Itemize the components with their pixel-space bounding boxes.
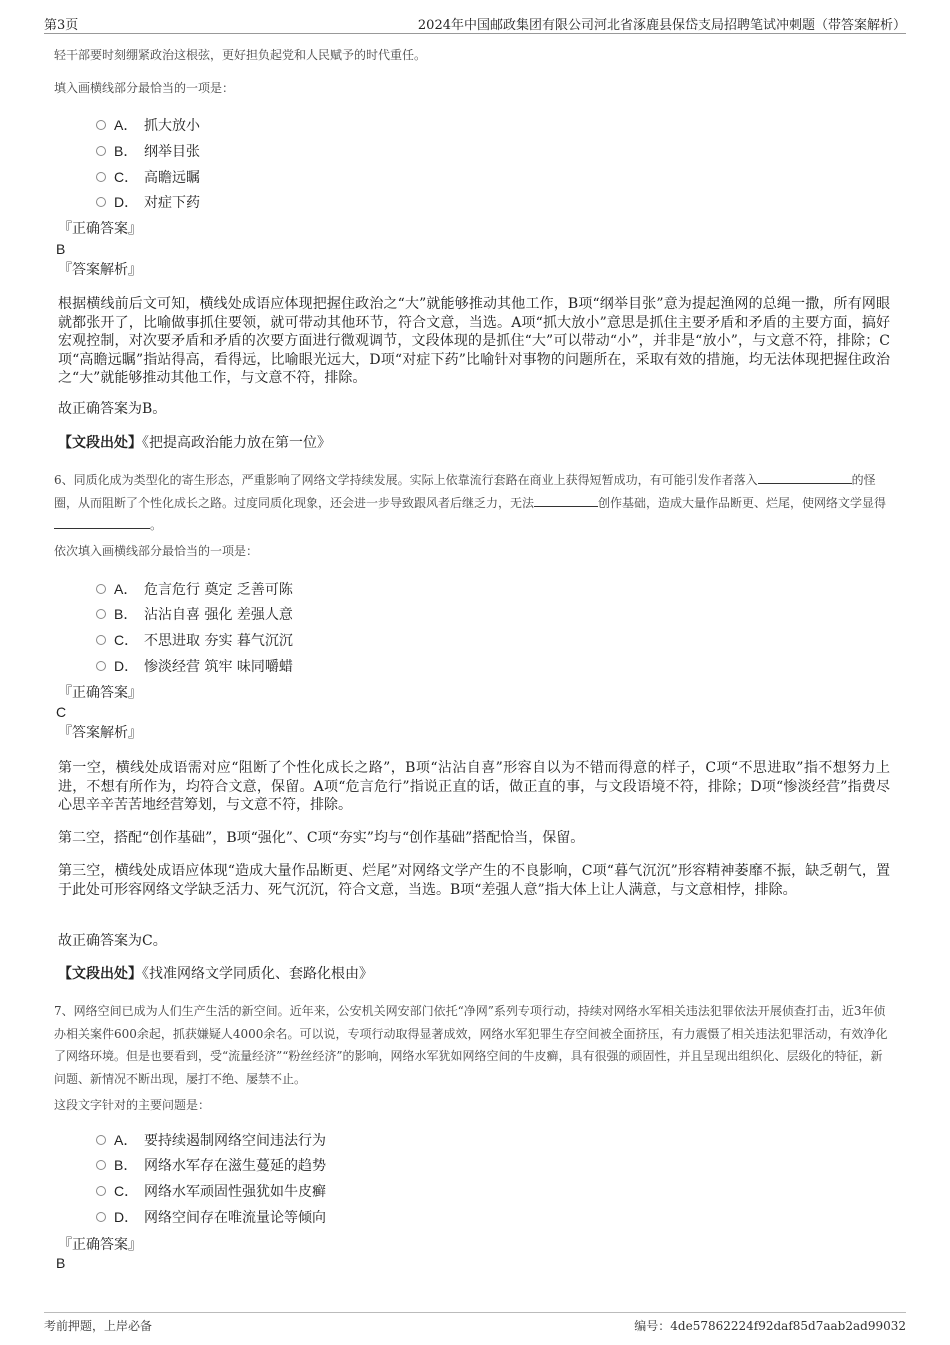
q6-answer: C — [56, 704, 67, 720]
q6-analysis-2: 第二空，搭配“创作基础”，B项“强化”、C项“夯实”均与“创作基础”搭配恰当，保留。 — [58, 830, 585, 846]
q5-conclusion: 故正确答案为B。 — [58, 401, 167, 417]
question-6-prompt: 依次填入画横线部分最恰当的一项是： — [54, 544, 259, 558]
page-footer — [44, 1312, 906, 1334]
q6-analysis-1: 第一空，横线处成语需对应“阻断了个性化成长之路”，B项“沾沾自喜”形容自以为不错而得意的样子，C项“不思进取”指不想努力上进，不想有所作为，均符合文意，保留。A项“危言危行”指说正直的话，做正直的事，与文段语境不符，排除；D项“惨淡经营”指费尽心思辛辛苦苦地经营筹划，与文意不符，排除。 — [58, 760, 890, 813]
radio-icon[interactable] — [96, 584, 106, 594]
q6-option-d[interactable]: D． 惨淡经营 筑牢 味同嚼蜡 — [96, 656, 293, 676]
radio-icon[interactable] — [96, 1135, 106, 1145]
q7-option-b[interactable]: B． 网络水军存在滋生蔓延的趋势 — [96, 1155, 326, 1175]
q6-analysis-3: 第三空，横线处成语应体现“造成大量作品断更、烂尾”对网络文学产生的不良影响，C项“暮气沉沉”形容精神萎靡不振，缺乏朝气，置于此处可形容网络文学缺乏活力、死气沉沉，符合文意，当选。B项“差强人意”指大体上让人满意，与文意相悖，排除。 — [58, 863, 890, 898]
q6-answer-label: 『正确答案』 — [58, 685, 142, 701]
radio-icon[interactable] — [96, 120, 106, 130]
document-title: 2024年中国邮政集团有限公司河北省涿鹿县保岱支局招聘笔试冲刺题（带答案解析） — [417, 18, 906, 33]
q6-option-c[interactable]: C． 不思进取 夯实 暮气沉沉 — [96, 630, 293, 650]
q5-option-d[interactable]: D． 对症下药 — [96, 192, 200, 212]
radio-icon[interactable] — [96, 1160, 106, 1170]
fill-blank — [54, 515, 150, 529]
fill-blank — [534, 493, 598, 507]
q5-option-c[interactable]: C． 高瞻远瞩 — [96, 167, 200, 187]
radio-icon[interactable] — [96, 146, 106, 156]
page-header — [44, 12, 906, 34]
q5-answer: B — [56, 241, 66, 257]
q7-answer-label: 『正确答案』 — [58, 1237, 142, 1253]
radio-icon[interactable] — [96, 1212, 106, 1222]
q7-option-a[interactable]: A． 要持续遏制网络空间违法行为 — [96, 1130, 326, 1150]
q7-option-c[interactable]: C． 网络水军顽固性强犹如牛皮癣 — [96, 1181, 326, 1201]
document-id: 编号：4de57862224f92daf85d7aab2ad99032 — [634, 1319, 906, 1333]
question-7-prompt: 这段文字针对的主要问题是： — [54, 1098, 211, 1112]
q6-conclusion: 故正确答案为C。 — [58, 933, 167, 949]
radio-icon[interactable] — [96, 609, 106, 619]
footer-slogan: 考前押题，上岸必备 — [44, 1319, 153, 1333]
radio-icon[interactable] — [96, 1186, 106, 1196]
q6-option-b[interactable]: B． 沾沾自喜 强化 差强人意 — [96, 604, 293, 624]
question-5-stem-tail: 轻干部要时刻绷紧政治这根弦，更好担负起党和人民赋予的时代重任。 — [54, 48, 427, 62]
q5-analysis-label: 『答案解析』 — [58, 262, 142, 278]
q5-answer-label: 『正确答案』 — [58, 221, 142, 237]
q5-option-b[interactable]: B． 纲举目张 — [96, 141, 200, 161]
radio-icon[interactable] — [96, 197, 106, 207]
radio-icon[interactable] — [96, 172, 106, 182]
fill-blank — [758, 470, 852, 484]
q6-analysis-label: 『答案解析』 — [58, 725, 142, 741]
q5-analysis: 根据横线前后文可知，横线处成语应体现把握住政治之“大”就能够推动其他工作，B项“纲举目张”意为提起渔网的总绳一撒，所有网眼就都张开了，比喻做事抓住要领，就可带动其他环节，符合文意，当选。A项“抓大放小”意思是抓住主要矛盾和矛盾的主要方面，搞好宏观控制，对次要矛盾和矛盾的次要方面进行微观调节，文段体现的是抓住“大”可以带动“小”，并非是“放小”，与文意不符，排除；C项“高瞻远瞩”指站得高，看得远，比喻眼光远大，D项“对症下药”比喻针对事物的问题所在，采取有效的措施，均无法体现把握住政治之“大”就能够推动其他工作，与文意不符，排除。 — [58, 296, 890, 386]
question-7-stem: 7、网络空间已成为人们生产生活的新空间。近年来，公安机关网安部门依托“净网”系列专项行动，持续对网络水军相关违法犯罪依法开展侦查打击，近3年侦办相关案件600余起，抓获嫌疑人4000余名。可以说，专项行动取得显著成效，网络水军犯罪生存空间被全面挤压，有力震慑了相关违法犯罪活动，有效净化了网络环境。但是也要看到，受“流量经济”“粉丝经济”的影响，网络水军犹如网络空间的牛皮癣，具有很强的顽固性，并且呈现出组织化、层级化的特征，新问题、新情况不断出现，屡打不绝、屡禁不止。 — [54, 1004, 888, 1086]
page-number: 第3页 — [44, 18, 79, 33]
q5-source: 【文段出处】《把提高政治能力放在第一位》 — [58, 435, 331, 451]
q6-option-a[interactable]: A． 危言危行 奠定 乏善可陈 — [96, 579, 293, 599]
q7-option-d[interactable]: D． 网络空间存在唯流量论等倾向 — [96, 1207, 326, 1227]
question-5-prompt: 填入画横线部分最恰当的一项是： — [54, 81, 235, 95]
q6-source: 【文段出处】《找准网络文学同质化、套路化根由》 — [58, 966, 373, 982]
q5-option-a[interactable]: A． 抓大放小 — [96, 115, 200, 135]
radio-icon[interactable] — [96, 661, 106, 671]
radio-icon[interactable] — [96, 635, 106, 645]
question-6-stem: 6、同质化成为类型化的寄生形态，严重影响了网络文学持续发展。实际上依靠流行套路在商业上获得短暂成功，有可能引发作者落入 的怪圈，从而阻断了个性化成长之路。过度同质化现象，还会进一步导致跟风者后继乏力，无法 创作基础，造成大量作品断更、烂尾，使网络文学显得。 — [54, 469, 890, 537]
q7-answer: B — [56, 1255, 66, 1271]
